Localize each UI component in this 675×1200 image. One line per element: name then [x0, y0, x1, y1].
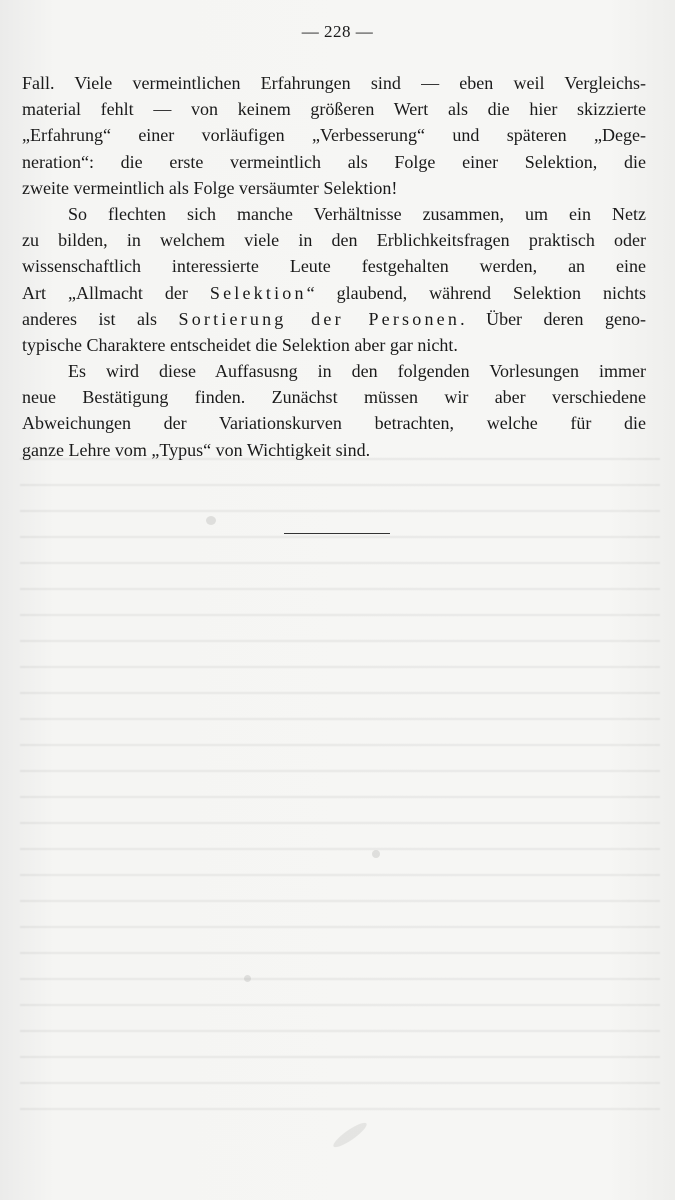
page-smudge: [331, 1119, 370, 1150]
page-smudge: [206, 516, 216, 525]
text-line: typische Charaktere entscheidet die Selektion aber gar nicht.: [22, 334, 458, 355]
body-text: [22, 70, 646, 463]
page-smudge: [372, 850, 380, 858]
show-through-text: [20, 440, 660, 1120]
text-line: zweite vermeintlich als Folge versäumter Selektion!: [22, 177, 398, 198]
emphasized-text: Sortierung der Personen: [178, 308, 461, 329]
text-line: Abweichungen der Variationskurven betrachten, welche für die: [22, 413, 646, 434]
text-line: ganze Lehre vom „Typus“ von Wichtigkeit sind.: [22, 439, 371, 460]
text-line: neration“: die erste vermeintlich als Folge einer Selektion, die: [22, 151, 646, 172]
text-line: Art „Allmacht der Selektion“ glaubend, während Selektion nichts: [22, 282, 646, 303]
text-line: Es wird diese Auffasusng in den folgenden Vorlesungen immer: [68, 361, 646, 382]
text-line: wissenschaftlich interessierte Leute festgehalten werden, an eine: [22, 256, 646, 277]
text-line: Fall. Viele vermeintlichen Erfahrungen sind — eben weil Vergleichs-: [22, 73, 646, 93]
text-line: anderes ist als Sortierung der Personen. Über deren geno-: [22, 308, 647, 329]
page-smudge: [244, 975, 251, 982]
text-line: neue Bestätigung finden. Zunächst müssen wir aber verschiedene: [22, 387, 646, 408]
text-line: „Erfahrung“ einer vorläufigen „Verbesserung“ und späteren „Dege-: [22, 125, 646, 146]
text-line: zu bilden, in welchem viele in den Erblichkeitsfragen praktisch oder: [22, 230, 646, 251]
section-divider: [284, 533, 390, 534]
text-line: So flechten sich manche Verhältnisse zusammen, um ein Netz: [68, 203, 646, 224]
emphasized-text: Selektion: [209, 282, 307, 303]
text-line: material fehlt — von keinem größeren Wert als die hier skizzierte: [22, 99, 646, 120]
page-number: — 228 —: [301, 22, 374, 41]
